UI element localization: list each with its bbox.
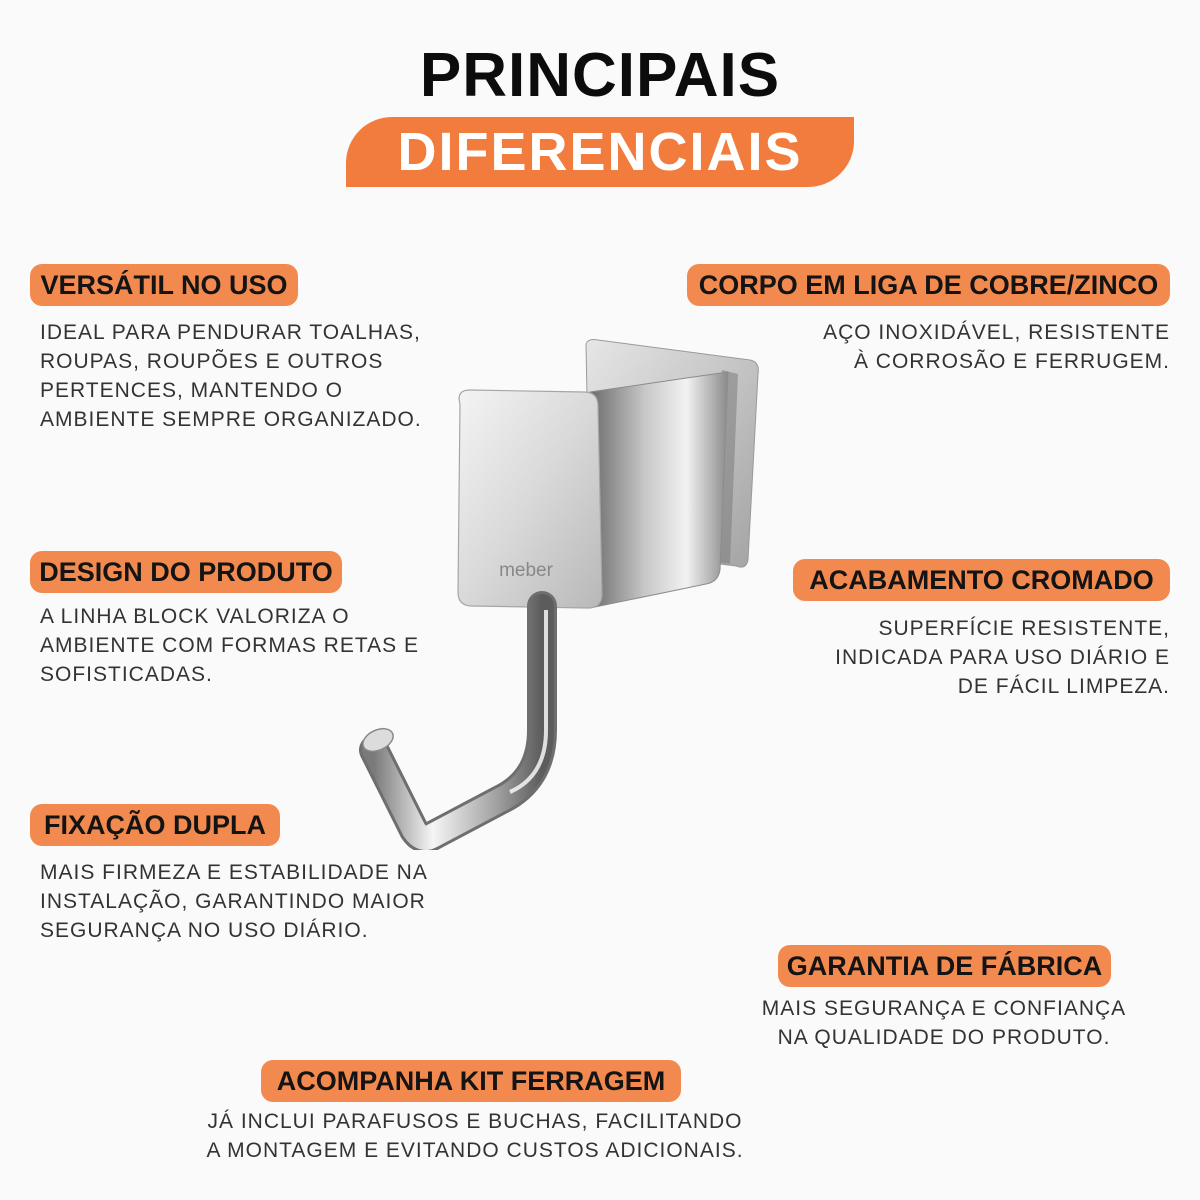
feature-tag-kit: ACOMPANHA KIT FERRAGEM xyxy=(261,1060,681,1102)
feature-text-kit: JÁ INCLUI PARAFUSOS E BUCHAS, FACILITANDO A MONTAGEM E EVITANDO CUSTOS ADICIONAIS. xyxy=(206,1110,744,1162)
feature-text-garantia: MAIS SEGURANÇA E CONFIANÇA NA QUALIDADE DO PRODUTO. xyxy=(761,997,1127,1049)
block-side xyxy=(590,372,728,608)
block-front xyxy=(458,390,602,608)
page-title: PRINCIPAIS xyxy=(419,41,781,110)
feature-tag-design: DESIGN DO PRODUTO xyxy=(30,551,342,593)
feature-tag-acabamento: ACABAMENTO CROMADO xyxy=(793,559,1170,601)
brand-logo: meber xyxy=(499,560,553,581)
hook-rod xyxy=(359,606,546,838)
page-subtitle: DIFERENCIAIS xyxy=(397,122,803,182)
chrome-hook-illustration xyxy=(340,330,780,850)
feature-text-fixacao: MAIS FIRMEZA E ESTABILIDADE NA INSTALAÇÃO, GARANTINDO MAIOR SEGURANÇA NO USO DIÁRIO. xyxy=(40,861,428,942)
feature-text-corpo: AÇO INOXIDÁVEL, RESISTENTE À CORROSÃO E FERRUGEM. xyxy=(823,321,1170,373)
feature-tag-versatil: VERSÁTIL NO USO xyxy=(30,264,298,306)
subtitle-banner xyxy=(346,117,854,187)
feature-tag-fixacao: FIXAÇÃO DUPLA xyxy=(30,804,280,846)
feature-text-versatil: IDEAL PARA PENDURAR TOALHAS, ROUPAS, ROUPÕES E OUTROS PERTENCES, MANTENDO O AMBIENTE SEMPRE ORGANIZADO. xyxy=(40,321,422,431)
feature-tag-corpo: CORPO EM LIGA DE COBRE/ZINCO xyxy=(687,264,1170,306)
feature-text-acabamento: SUPERFÍCIE RESISTENTE, INDICADA PARA USO DIÁRIO E DE FÁCIL LIMPEZA. xyxy=(835,617,1170,698)
feature-tag-garantia: GARANTIA DE FÁBRICA xyxy=(778,945,1111,987)
feature-text-design: A LINHA BLOCK VALORIZA O AMBIENTE COM FORMAS RETAS E SOFISTICADAS. xyxy=(40,605,419,686)
